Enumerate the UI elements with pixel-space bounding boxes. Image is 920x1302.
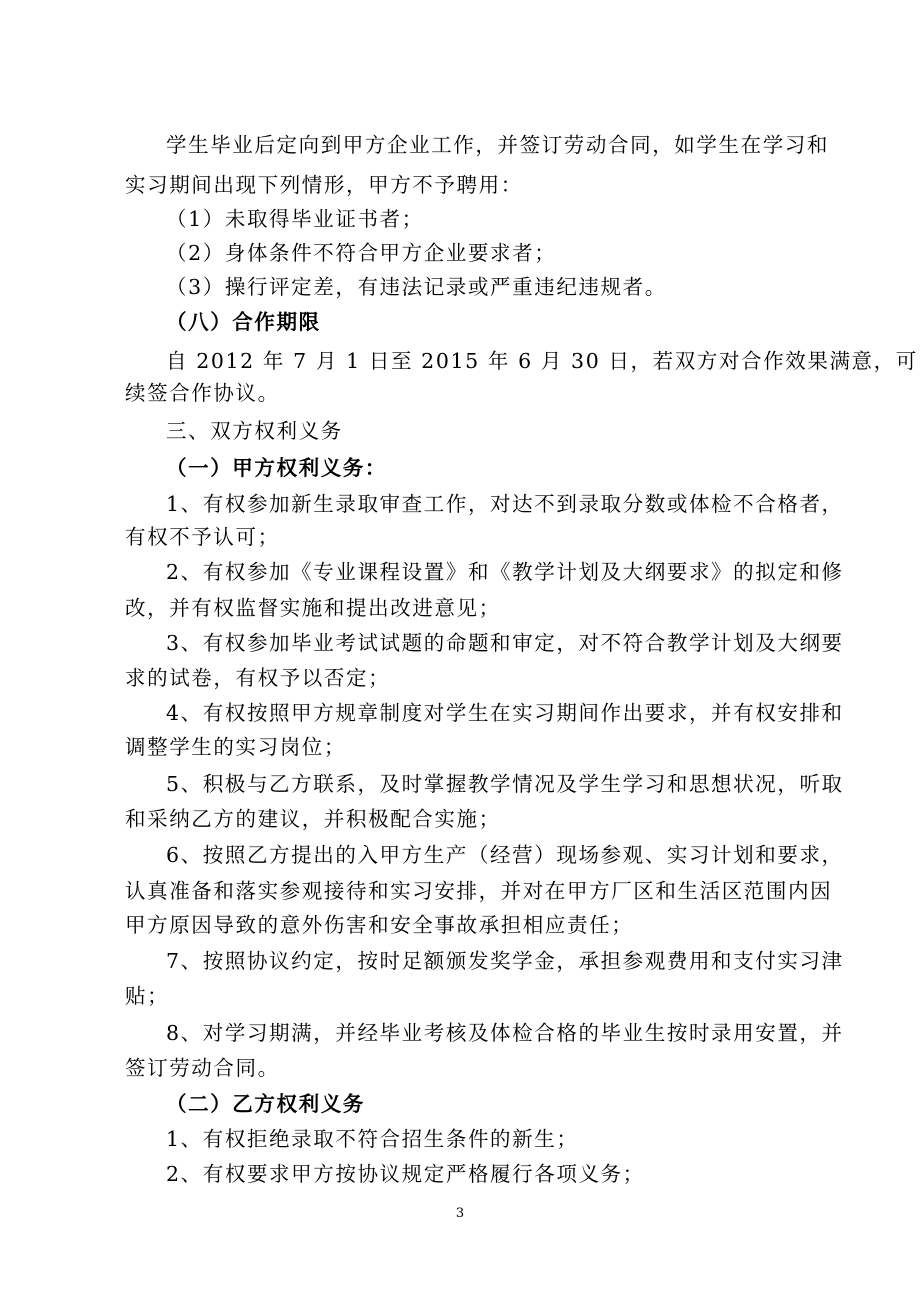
list-item: （1）未取得毕业证书者； (166, 207, 424, 231)
section-heading: （八）合作期限 (166, 310, 321, 334)
paragraph-line: 8、对学习期满，并经毕业考核及体检合格的毕业生按时录用安置，并 (166, 1021, 844, 1045)
paragraph-line: 2、有权参加《专业课程设置》和《教学计划及大纲要求》的拟定和修 (166, 560, 844, 584)
paragraph-line: 2、有权要求甲方按协议规定严格履行各项义务； (166, 1162, 645, 1186)
paragraph-line: 有权不予认可； (125, 525, 280, 549)
paragraph-line: 3、有权参加毕业考试试题的命题和审定，对不符合教学计划及大纲要 (166, 631, 844, 655)
section-heading: （一）甲方权利义务： (166, 456, 387, 480)
list-item: （2）身体条件不符合甲方企业要求者； (166, 241, 557, 265)
page-number: 3 (455, 1206, 465, 1221)
paragraph-line: 认真准备和落实参观接待和实习安排，并对在甲方厂区和生活区范围内因 (125, 879, 833, 903)
section-heading: （二）乙方权利义务 (166, 1092, 365, 1116)
paragraph-line: 6、按照乙方提出的入甲方生产（经营）现场参观、实习计划和要求， (166, 843, 844, 867)
paragraph-line: 求的试卷，有权予以否定； (125, 666, 391, 690)
paragraph-line: 甲方原因导致的意外伤害和安全事故承担相应责任； (125, 913, 634, 937)
paragraph-line: 1、有权参加新生录取审查工作，对达不到录取分数或体检不合格者， (166, 492, 844, 516)
chapter-heading: 三、双方权利义务 (166, 419, 343, 443)
paragraph-line: 1、有权拒绝录取不符合招生条件的新生； (166, 1127, 579, 1151)
paragraph-line: 自 2012 年 7 月 1 日至 2015 年 6 月 30 日，若双方对合作效果满意，可 (166, 349, 918, 373)
paragraph-line: 实习期间出现下列情形，甲方不予聘用： (125, 173, 523, 197)
paragraph-line: 7、按照协议约定，按时足额颁发奖学金，承担参观费用和支付实习津 (166, 949, 844, 973)
paragraph-line: 4、有权按照甲方规章制度对学生在实习期间作出要求，并有权安排和 (166, 701, 844, 725)
paragraph-line: 和采纳乙方的建议，并积极配合实施； (125, 807, 501, 831)
paragraph-line: 改，并有权监督实施和提出改进意见； (125, 596, 501, 620)
paragraph-line: 学生毕业后定向到甲方企业工作，并签订劳动合同，如学生在学习和 (166, 133, 829, 157)
paragraph-line: 5、积极与乙方联系，及时掌握教学情况及学生学习和思想状况，听取 (166, 772, 844, 796)
paragraph-line: 签订劳动合同。 (125, 1056, 280, 1080)
paragraph-line: 贴； (125, 984, 170, 1008)
paragraph-line: 调整学生的实习岗位； (125, 735, 346, 759)
list-item: （3）操行评定差，有违法记录或严重违纪违规者。 (166, 275, 667, 299)
paragraph-line: 续签合作协议。 (125, 381, 280, 405)
